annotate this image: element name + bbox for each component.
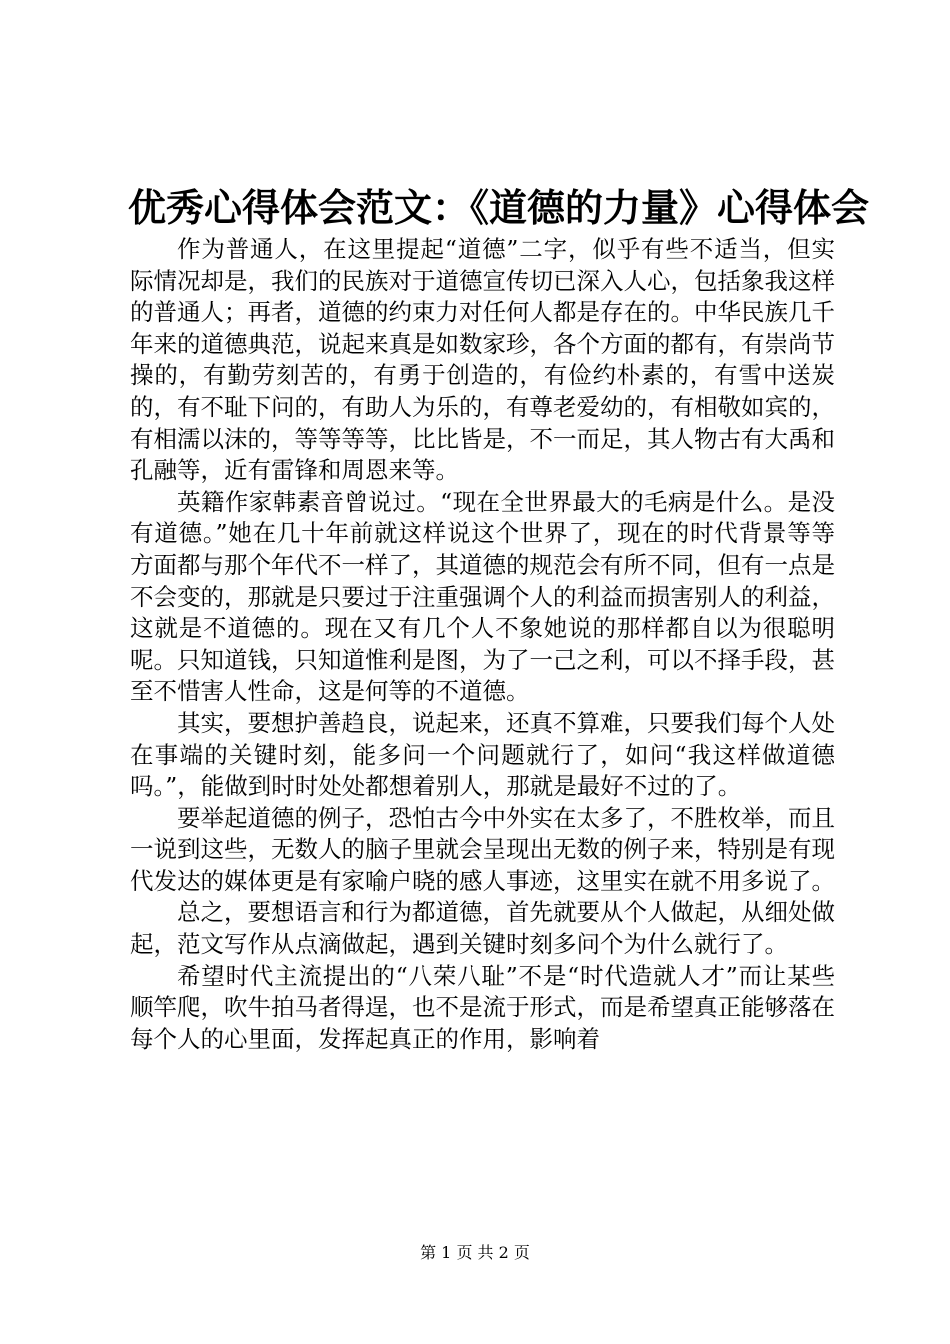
paragraph: 作为普通人，在这里提起“道德”二字，似乎有些不适当，但实际情况却是，我们的民族对于道德宣传切已深入人心，包括象我这样的普通人；再者，道德的约束力对任何人都是存在的。中华民族几千年来的道德典范，说起来真是如数家珍，各个方面的都有，有崇尚节操的，有勤劳刻苦的，有勇于创造的，有俭约朴素的，有雪中送炭的，有不耻下问的，有助人为乐的，有尊老爱幼的，有相敬如宾的，有相濡以沫的，等等等等，比比皆是，不一而足，其人物古有大禹和孔融等，近有雷锋和周恩来等。 xyxy=(130,235,835,485)
paragraph: 英籍作家韩素音曾说过。“现在全世界最大的毛病是什么。是没有道德。”她在几十年前就这样说这个世界了，现在的时代背景等等方面都与那个年代不一样了，其道德的规范会有所不同，但有一点是不会变的，那就是只要过于注重强调个人的利益而损害别人的利益，这就是不道德的。现在又有几个人不象她说的那样都自以为很聪明呢。只知道钱，只知道惟利是图，为了一己之利，可以不择手段，甚至不惜害人性命，这是何等的不道德。 xyxy=(130,487,835,706)
paragraph: 其实，要想护善趋良，说起来，还真不算难，只要我们每个人处在事端的关键时刻，能多问一个问题就行了，如问“我这样做道德吗。”，能做到时时处处都想着别人，那就是最好不过的了。 xyxy=(130,708,835,801)
document-title: 优秀心得体会范文：《道德的力量》心得体会 xyxy=(128,185,870,230)
document-body xyxy=(130,234,835,1055)
paragraph: 要举起道德的例子，恐怕古今中外实在太多了，不胜枚举，而且一说到这些，无数人的脑子里就会呈现出无数的例子来，特别是有现代发达的媒体更是有家喻户晓的感人事迹，这里实在就不用多说了。 xyxy=(130,803,835,895)
paragraph: 总之，要想语言和行为都道德，首先就要从个人做起，从细处做起，范文写作从点滴做起，遇到关键时刻多问个为什么就行了。 xyxy=(130,898,835,959)
page-number-footer: 第 1 页 共 2 页 xyxy=(420,1243,530,1262)
paragraph: 希望时代主流提出的“八荣八耻”不是“时代造就人才”而让某些顺竿爬，吹牛拍马者得逞，也不是流于形式，而是希望真正能够落在每个人的心里面，发挥起真正的作用，影响着 xyxy=(130,961,835,1053)
